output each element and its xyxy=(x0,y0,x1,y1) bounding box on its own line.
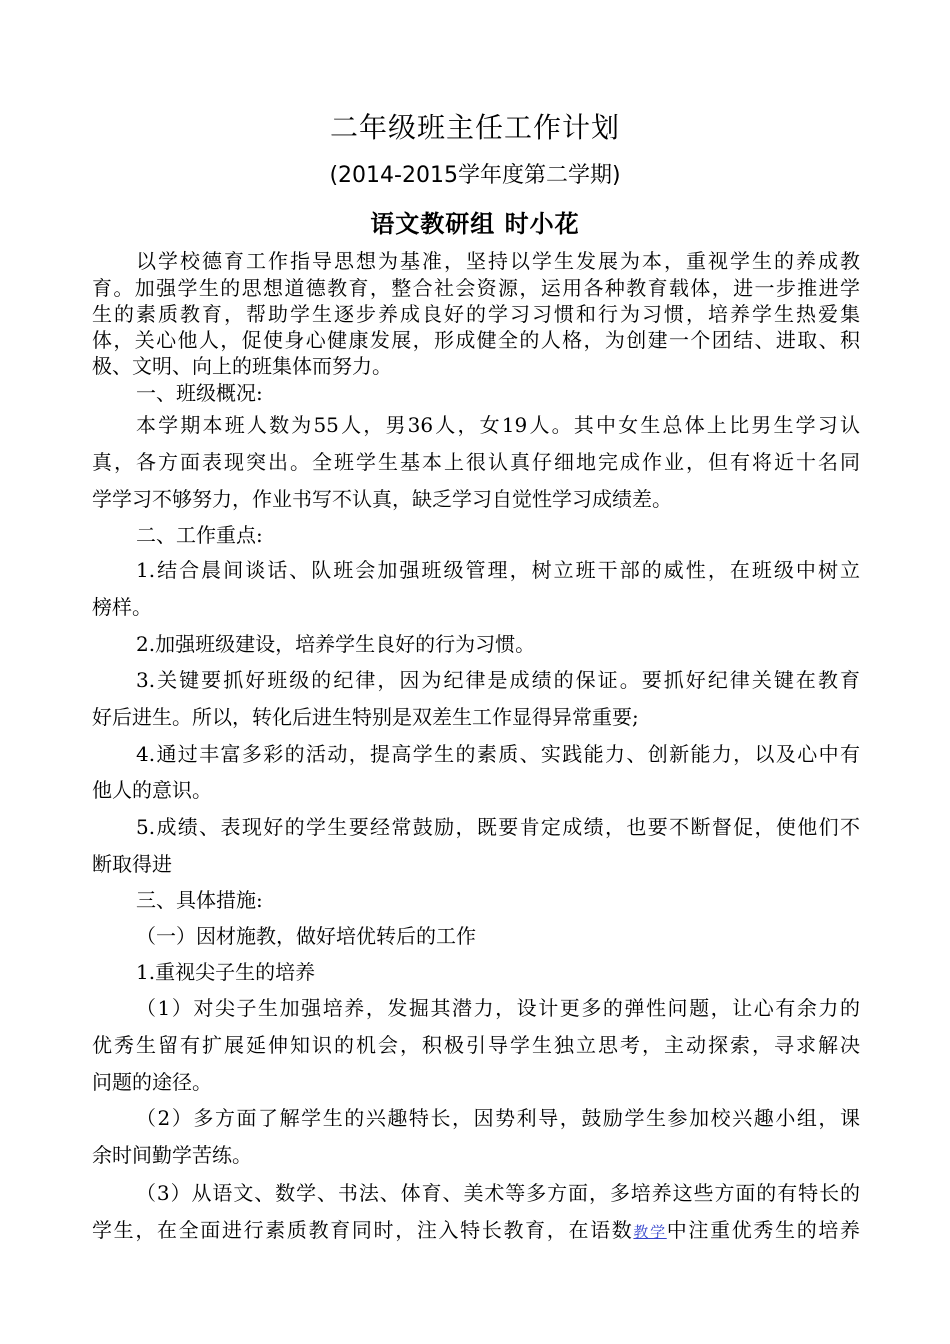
section-2-item-3a: 3.关键要抓好班级的纪律，因为纪律是成绩的保证。要抓好纪律关键在教育 xyxy=(136,668,860,692)
section-2-item-3b: 好后进生。所以，转化后进生特别是双差生工作显得异常重要; xyxy=(92,705,639,729)
section-2-item-5b: 断取得进 xyxy=(92,852,172,876)
intro-line-5: 极、文明、向上的班集体而努力。 xyxy=(92,354,392,378)
intro-line-2: 育。加强学生的思想道德教育，整合社会资源，运用各种教育载体，进一步推进学 xyxy=(92,276,860,300)
intro-line-3: 生的素质教育，帮助学生逐步养成良好的学习习惯和行为习惯，培养学生热爱集 xyxy=(92,302,860,326)
section-3-clause-3a: （3）从语文、数学、书法、体育、美术等多方面，多培养这些方面的有特长的 xyxy=(136,1181,860,1205)
intro-line-1: 以学校德育工作指导思想为基准，坚持以学生发展为本，重视学生的养成教 xyxy=(136,249,860,273)
section-3-heading: 三、具体措施: xyxy=(136,888,263,912)
section-2-item-4a: 4.通过丰富多彩的活动，提高学生的素质、实践能力、创新能力，以及心中有 xyxy=(136,742,860,766)
section-3-clause-2b: 余时间勤学苦练。 xyxy=(92,1143,252,1167)
section-3-subheading-1: （一）因材施教，做好培优转后的工作 xyxy=(136,924,476,948)
section-1-line-3: 学学习不够努力，作业书写不认真，缺乏学习自觉性学习成绩差。 xyxy=(92,487,672,511)
section-3-item-1: 1.重视尖子生的培养 xyxy=(136,960,316,984)
intro-line-4: 体，关心他人，促使身心健康发展，形成健全的人格，为创建一个团结、进取、积 xyxy=(92,328,860,352)
section-1-line-1: 本学期本班人数为55人，男36人，女19人。其中女生总体上比男生学习认 xyxy=(136,413,860,437)
section-2-item-5a: 5.成绩、表现好的学生要经常鼓励，既要肯定成绩，也要不断督促，使他们不 xyxy=(136,815,860,839)
section-3-clause-3b xyxy=(92,1217,860,1245)
section-3-clause-3b-post: 中注重优秀生的培养 xyxy=(666,1218,860,1242)
document-subtitle: (2014-2015学年度第二学期) xyxy=(329,163,621,188)
section-2-item-1a: 1.结合晨间谈话、队班会加强班级管理，树立班干部的威性，在班级中树立 xyxy=(136,558,860,582)
section-3-clause-2a: （2）多方面了解学生的兴趣特长，因势利导，鼓励学生参加校兴趣小组，课 xyxy=(136,1106,860,1130)
section-2-item-1b: 榜样。 xyxy=(92,595,152,619)
section-2-heading: 二、工作重点: xyxy=(136,523,263,547)
document-title: 二年级班主任工作计划 xyxy=(329,111,620,144)
section-3-clause-1c: 问题的途径。 xyxy=(92,1070,212,1094)
section-3-clause-1a: （1）对尖子生加强培养，发掘其潜力，设计更多的弹性问题，让心有余力的 xyxy=(136,996,860,1020)
section-1-heading: 一、班级概况: xyxy=(136,381,263,405)
section-2-item-2: 2.加强班级建设，培养学生良好的行为习惯。 xyxy=(136,632,536,656)
document-author: 语文教研组 时小花 xyxy=(370,210,580,238)
section-3-clause-1b: 优秀生留有扩展延伸知识的机会，积极引导学生独立思考，主动探索，寻求解决 xyxy=(92,1033,860,1057)
section-2-item-4b: 他人的意识。 xyxy=(92,778,212,802)
section-3-clause-3b-pre: 学生，在全面进行素质教育同时，注入特长教育，在语数 xyxy=(92,1218,634,1242)
section-1-line-2: 真，各方面表现突出。全班学生基本上很认真仔细地完成作业，但有将近十名同 xyxy=(92,450,860,474)
teaching-link[interactable]: 教学 xyxy=(633,1223,667,1241)
